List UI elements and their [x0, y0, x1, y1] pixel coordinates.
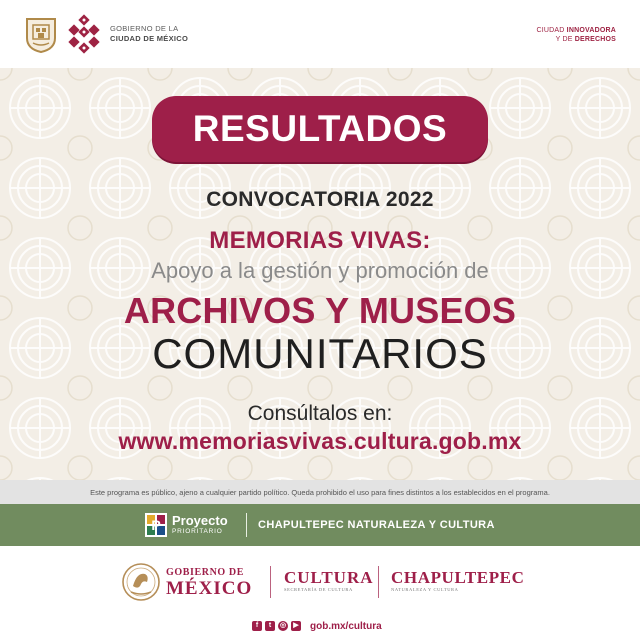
cultura-subtext: SECRETARÍA DE CULTURA: [284, 587, 353, 592]
green-band-divider: [246, 513, 247, 537]
website-link[interactable]: gob.mx/cultura: [310, 621, 382, 632]
cultura-logo: [284, 569, 374, 592]
convocatoria-title: CONVOCATORIA 2022: [206, 188, 434, 211]
cdmx-shield-icon: [24, 16, 58, 54]
proyecto-prioritario-label: [172, 514, 228, 536]
chapultepec-text: CHAPULTEPEC: [391, 568, 525, 587]
proyecto-word: Proyecto: [172, 513, 228, 528]
slogan-prefix-1: CIUDAD: [536, 27, 567, 34]
mexico-coat-of-arms-icon: [121, 560, 161, 604]
program-name: MEMORIAS VIVAS:: [209, 227, 431, 254]
svg-text:P: P: [151, 517, 161, 533]
gobierno-de-text: GOBIERNO DE: [166, 567, 245, 578]
gov-line-2: CIUDAD DE MÉXICO: [110, 34, 189, 43]
results-badge: RESULTADOS: [152, 96, 488, 162]
cdmx-logo-icon: [66, 14, 102, 54]
slogan-bold-1: INNOVADORA: [566, 27, 616, 34]
results-url-link[interactable]: www.memoriasvivas.cultura.gob.mx: [118, 428, 522, 454]
headline-line-2: COMUNITARIOS: [152, 330, 488, 377]
slogan-prefix-2: Y DE: [555, 36, 575, 43]
chapultepec-band-label: CHAPULTEPEC NATURALEZA Y CULTURA: [258, 519, 495, 531]
gobierno-de-mexico-logo: [166, 567, 252, 599]
headline-line-1: ARCHIVOS Y MUSEOS: [123, 290, 517, 331]
twitter-icon[interactable]: t: [265, 621, 275, 631]
footer-divider-2: [378, 566, 379, 598]
footer-divider-1: [270, 566, 271, 598]
legal-disclaimer: Este programa es público, ajeno a cualquier partido político. Queda prohibido el uso para fines distintos a los establecidos en el programa.: [0, 480, 640, 504]
government-name: [110, 24, 188, 44]
mexico-text: MÉXICO: [166, 578, 253, 599]
slogan-bold-2: DERECHOS: [574, 36, 616, 43]
header: [0, 0, 640, 68]
slogan: [536, 26, 616, 44]
chapultepec-subtext: NATURALEZA Y CULTURA: [391, 587, 459, 592]
gov-line-1: GOBIERNO DE LA: [110, 24, 179, 33]
social-icons: [252, 621, 301, 631]
youtube-icon[interactable]: ▶: [291, 621, 301, 631]
consult-label: Consúltalos en:: [247, 402, 393, 425]
instagram-icon[interactable]: ◎: [279, 622, 287, 629]
facebook-icon[interactable]: f: [252, 621, 262, 631]
program-subtitle: Apoyo a la gestión y promoción de: [151, 258, 489, 283]
proyecto-prioritario-icon: [145, 513, 167, 537]
chapultepec-logo: [391, 569, 525, 592]
cultura-text: CULTURA: [284, 568, 374, 587]
prioritario-word: PRIORITARIO: [172, 528, 223, 535]
